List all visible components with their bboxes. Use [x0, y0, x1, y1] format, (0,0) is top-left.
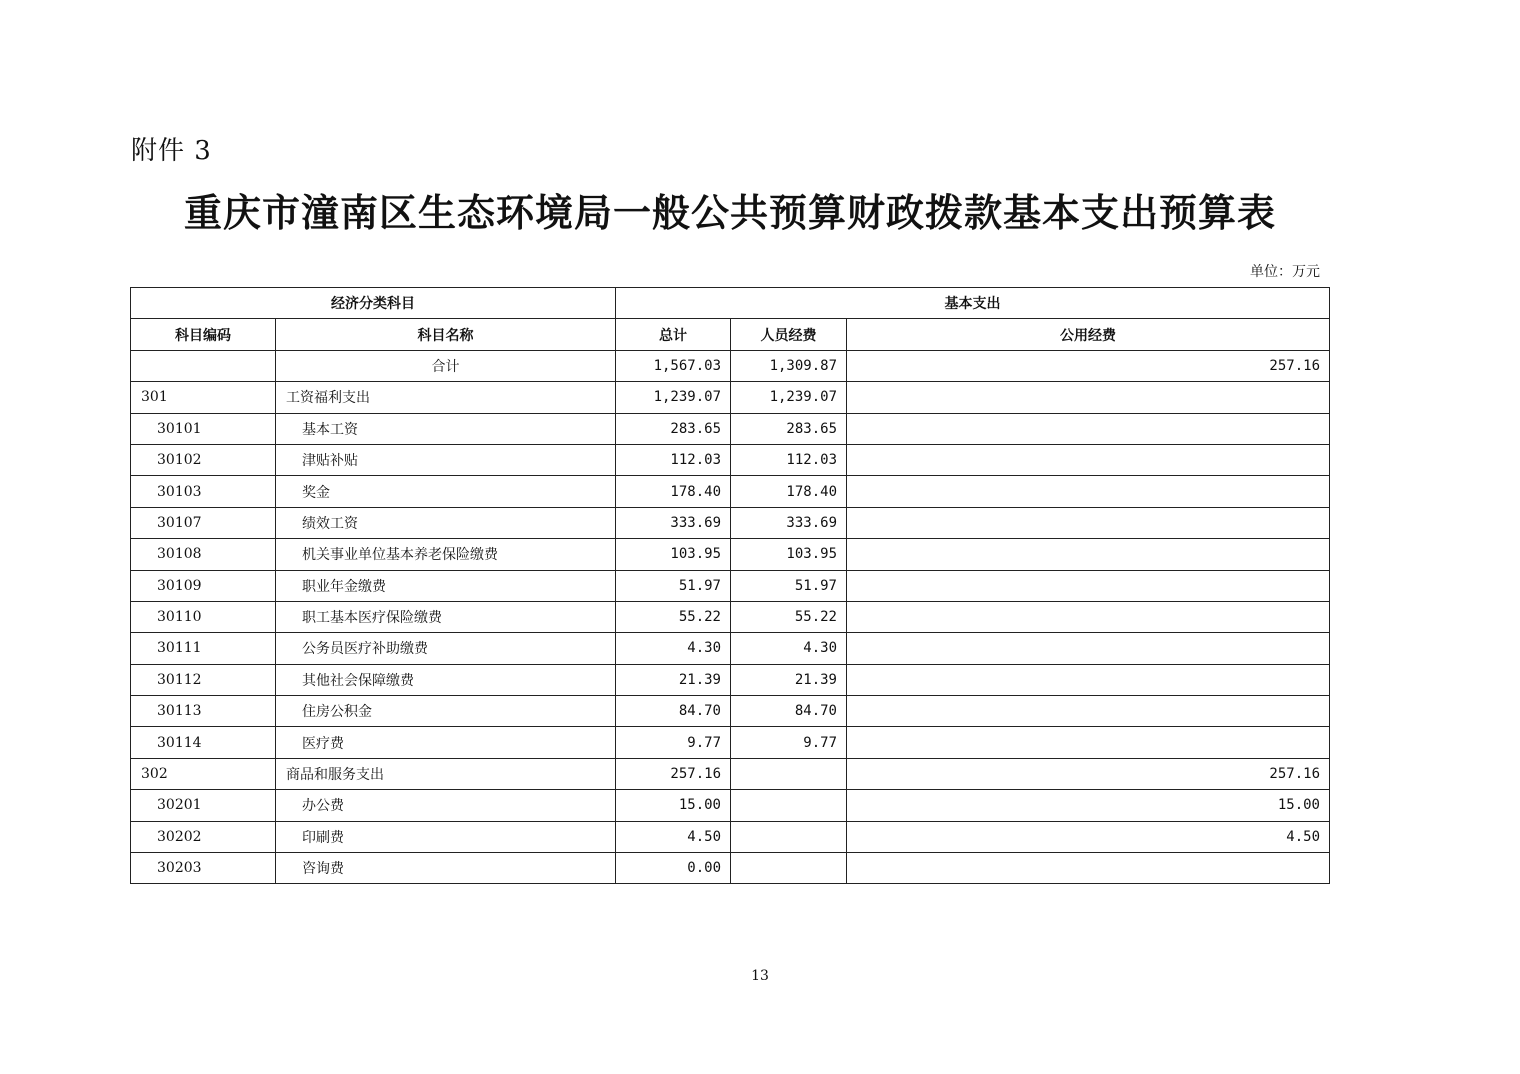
- cell-public: 257.16: [847, 350, 1330, 381]
- cell-code: 301: [131, 382, 276, 413]
- cell-name: 职工基本医疗保险缴费: [276, 601, 616, 632]
- page-number: 13: [751, 968, 769, 984]
- header-economic-category: 经济分类科目: [131, 288, 616, 319]
- cell-total: 112.03: [616, 444, 731, 475]
- cell-total: 21.39: [616, 664, 731, 695]
- cell-public: [847, 413, 1330, 444]
- cell-total: 0.00: [616, 853, 731, 884]
- cell-public: [847, 476, 1330, 507]
- cell-personnel: [731, 821, 847, 852]
- cell-code: 30110: [131, 601, 276, 632]
- cell-code: 30103: [131, 476, 276, 507]
- table-body: [131, 350, 1330, 884]
- table-row: [131, 664, 1330, 695]
- cell-personnel: 9.77: [731, 727, 847, 758]
- table-row: [131, 727, 1330, 758]
- cell-total: 283.65: [616, 413, 731, 444]
- cell-name: 职业年金缴费: [276, 570, 616, 601]
- header-code: 科目编码: [131, 319, 276, 350]
- header-public: 公用经费: [847, 319, 1330, 350]
- cell-public: [847, 539, 1330, 570]
- document-title: 重庆市潼南区生态环境局一般公共预算财政拨款基本支出预算表: [183, 191, 1276, 235]
- cell-personnel: 178.40: [731, 476, 847, 507]
- cell-total: 1,239.07: [616, 382, 731, 413]
- cell-public: [847, 664, 1330, 695]
- cell-name: 咨询费: [276, 853, 616, 884]
- table-row: [131, 507, 1330, 538]
- cell-public: [847, 570, 1330, 601]
- cell-code: [131, 350, 276, 381]
- cell-code: 30112: [131, 664, 276, 695]
- cell-personnel: [731, 790, 847, 821]
- cell-name: 商品和服务支出: [276, 758, 616, 789]
- cell-name: 基本工资: [276, 413, 616, 444]
- cell-public: [847, 696, 1330, 727]
- total-row: [131, 350, 1330, 381]
- table-row: [131, 853, 1330, 884]
- cell-name: 机关事业单位基本养老保险缴费: [276, 539, 616, 570]
- cell-public: [847, 382, 1330, 413]
- cell-total: 84.70: [616, 696, 731, 727]
- budget-table: [130, 287, 1330, 884]
- cell-total: 4.30: [616, 633, 731, 664]
- cell-total: 9.77: [616, 727, 731, 758]
- table-row: [131, 444, 1330, 475]
- cell-personnel: 283.65: [731, 413, 847, 444]
- cell-total: 257.16: [616, 758, 731, 789]
- cell-public: 15.00: [847, 790, 1330, 821]
- cell-total: 51.97: [616, 570, 731, 601]
- header-personnel: 人员经费: [731, 319, 847, 350]
- cell-personnel: 21.39: [731, 664, 847, 695]
- table-row: [131, 570, 1330, 601]
- cell-code: 30203: [131, 853, 276, 884]
- cell-personnel: 4.30: [731, 633, 847, 664]
- cell-personnel: 1,239.07: [731, 382, 847, 413]
- table-row: [131, 821, 1330, 852]
- table-row: [131, 758, 1330, 789]
- cell-total: 4.50: [616, 821, 731, 852]
- cell-public: [847, 444, 1330, 475]
- cell-total: 55.22: [616, 601, 731, 632]
- cell-code: 30101: [131, 413, 276, 444]
- cell-public: 4.50: [847, 821, 1330, 852]
- cell-personnel: 51.97: [731, 570, 847, 601]
- table-row: [131, 696, 1330, 727]
- cell-total: 1,567.03: [616, 350, 731, 381]
- cell-public: [847, 601, 1330, 632]
- table-row: [131, 413, 1330, 444]
- cell-name: 绩效工资: [276, 507, 616, 538]
- cell-personnel: 112.03: [731, 444, 847, 475]
- table-row: [131, 382, 1330, 413]
- cell-personnel: 333.69: [731, 507, 847, 538]
- cell-name: 医疗费: [276, 727, 616, 758]
- header-basic-expenditure: 基本支出: [616, 288, 1330, 319]
- cell-code: 30111: [131, 633, 276, 664]
- table-row: [131, 539, 1330, 570]
- cell-public: [847, 727, 1330, 758]
- cell-name: 办公费: [276, 790, 616, 821]
- cell-code: 30113: [131, 696, 276, 727]
- attachment-label: 附件 3: [131, 136, 212, 166]
- header-name: 科目名称: [276, 319, 616, 350]
- cell-code: 30114: [131, 727, 276, 758]
- cell-personnel: 84.70: [731, 696, 847, 727]
- cell-total: 103.95: [616, 539, 731, 570]
- cell-public: [847, 507, 1330, 538]
- cell-personnel: [731, 853, 847, 884]
- header-total: 总计: [616, 319, 731, 350]
- cell-code: 30201: [131, 790, 276, 821]
- cell-name: 合计: [276, 350, 616, 381]
- cell-code: 30108: [131, 539, 276, 570]
- cell-personnel: 1,309.87: [731, 350, 847, 381]
- cell-code: 30109: [131, 570, 276, 601]
- cell-name: 公务员医疗补助缴费: [276, 633, 616, 664]
- cell-total: 15.00: [616, 790, 731, 821]
- unit-label: 单位：万元: [1250, 264, 1320, 280]
- cell-public: [847, 853, 1330, 884]
- cell-personnel: 55.22: [731, 601, 847, 632]
- cell-name: 津贴补贴: [276, 444, 616, 475]
- cell-code: 30107: [131, 507, 276, 538]
- cell-name: 其他社会保障缴费: [276, 664, 616, 695]
- cell-code: 30202: [131, 821, 276, 852]
- cell-total: 333.69: [616, 507, 731, 538]
- table-row: [131, 790, 1330, 821]
- cell-personnel: 103.95: [731, 539, 847, 570]
- cell-name: 工资福利支出: [276, 382, 616, 413]
- cell-name: 奖金: [276, 476, 616, 507]
- cell-name: 印刷费: [276, 821, 616, 852]
- table-row: [131, 633, 1330, 664]
- cell-public: [847, 633, 1330, 664]
- table-row: [131, 476, 1330, 507]
- cell-total: 178.40: [616, 476, 731, 507]
- cell-code: 302: [131, 758, 276, 789]
- table-row: [131, 601, 1330, 632]
- cell-personnel: [731, 758, 847, 789]
- cell-name: 住房公积金: [276, 696, 616, 727]
- cell-code: 30102: [131, 444, 276, 475]
- cell-public: 257.16: [847, 758, 1330, 789]
